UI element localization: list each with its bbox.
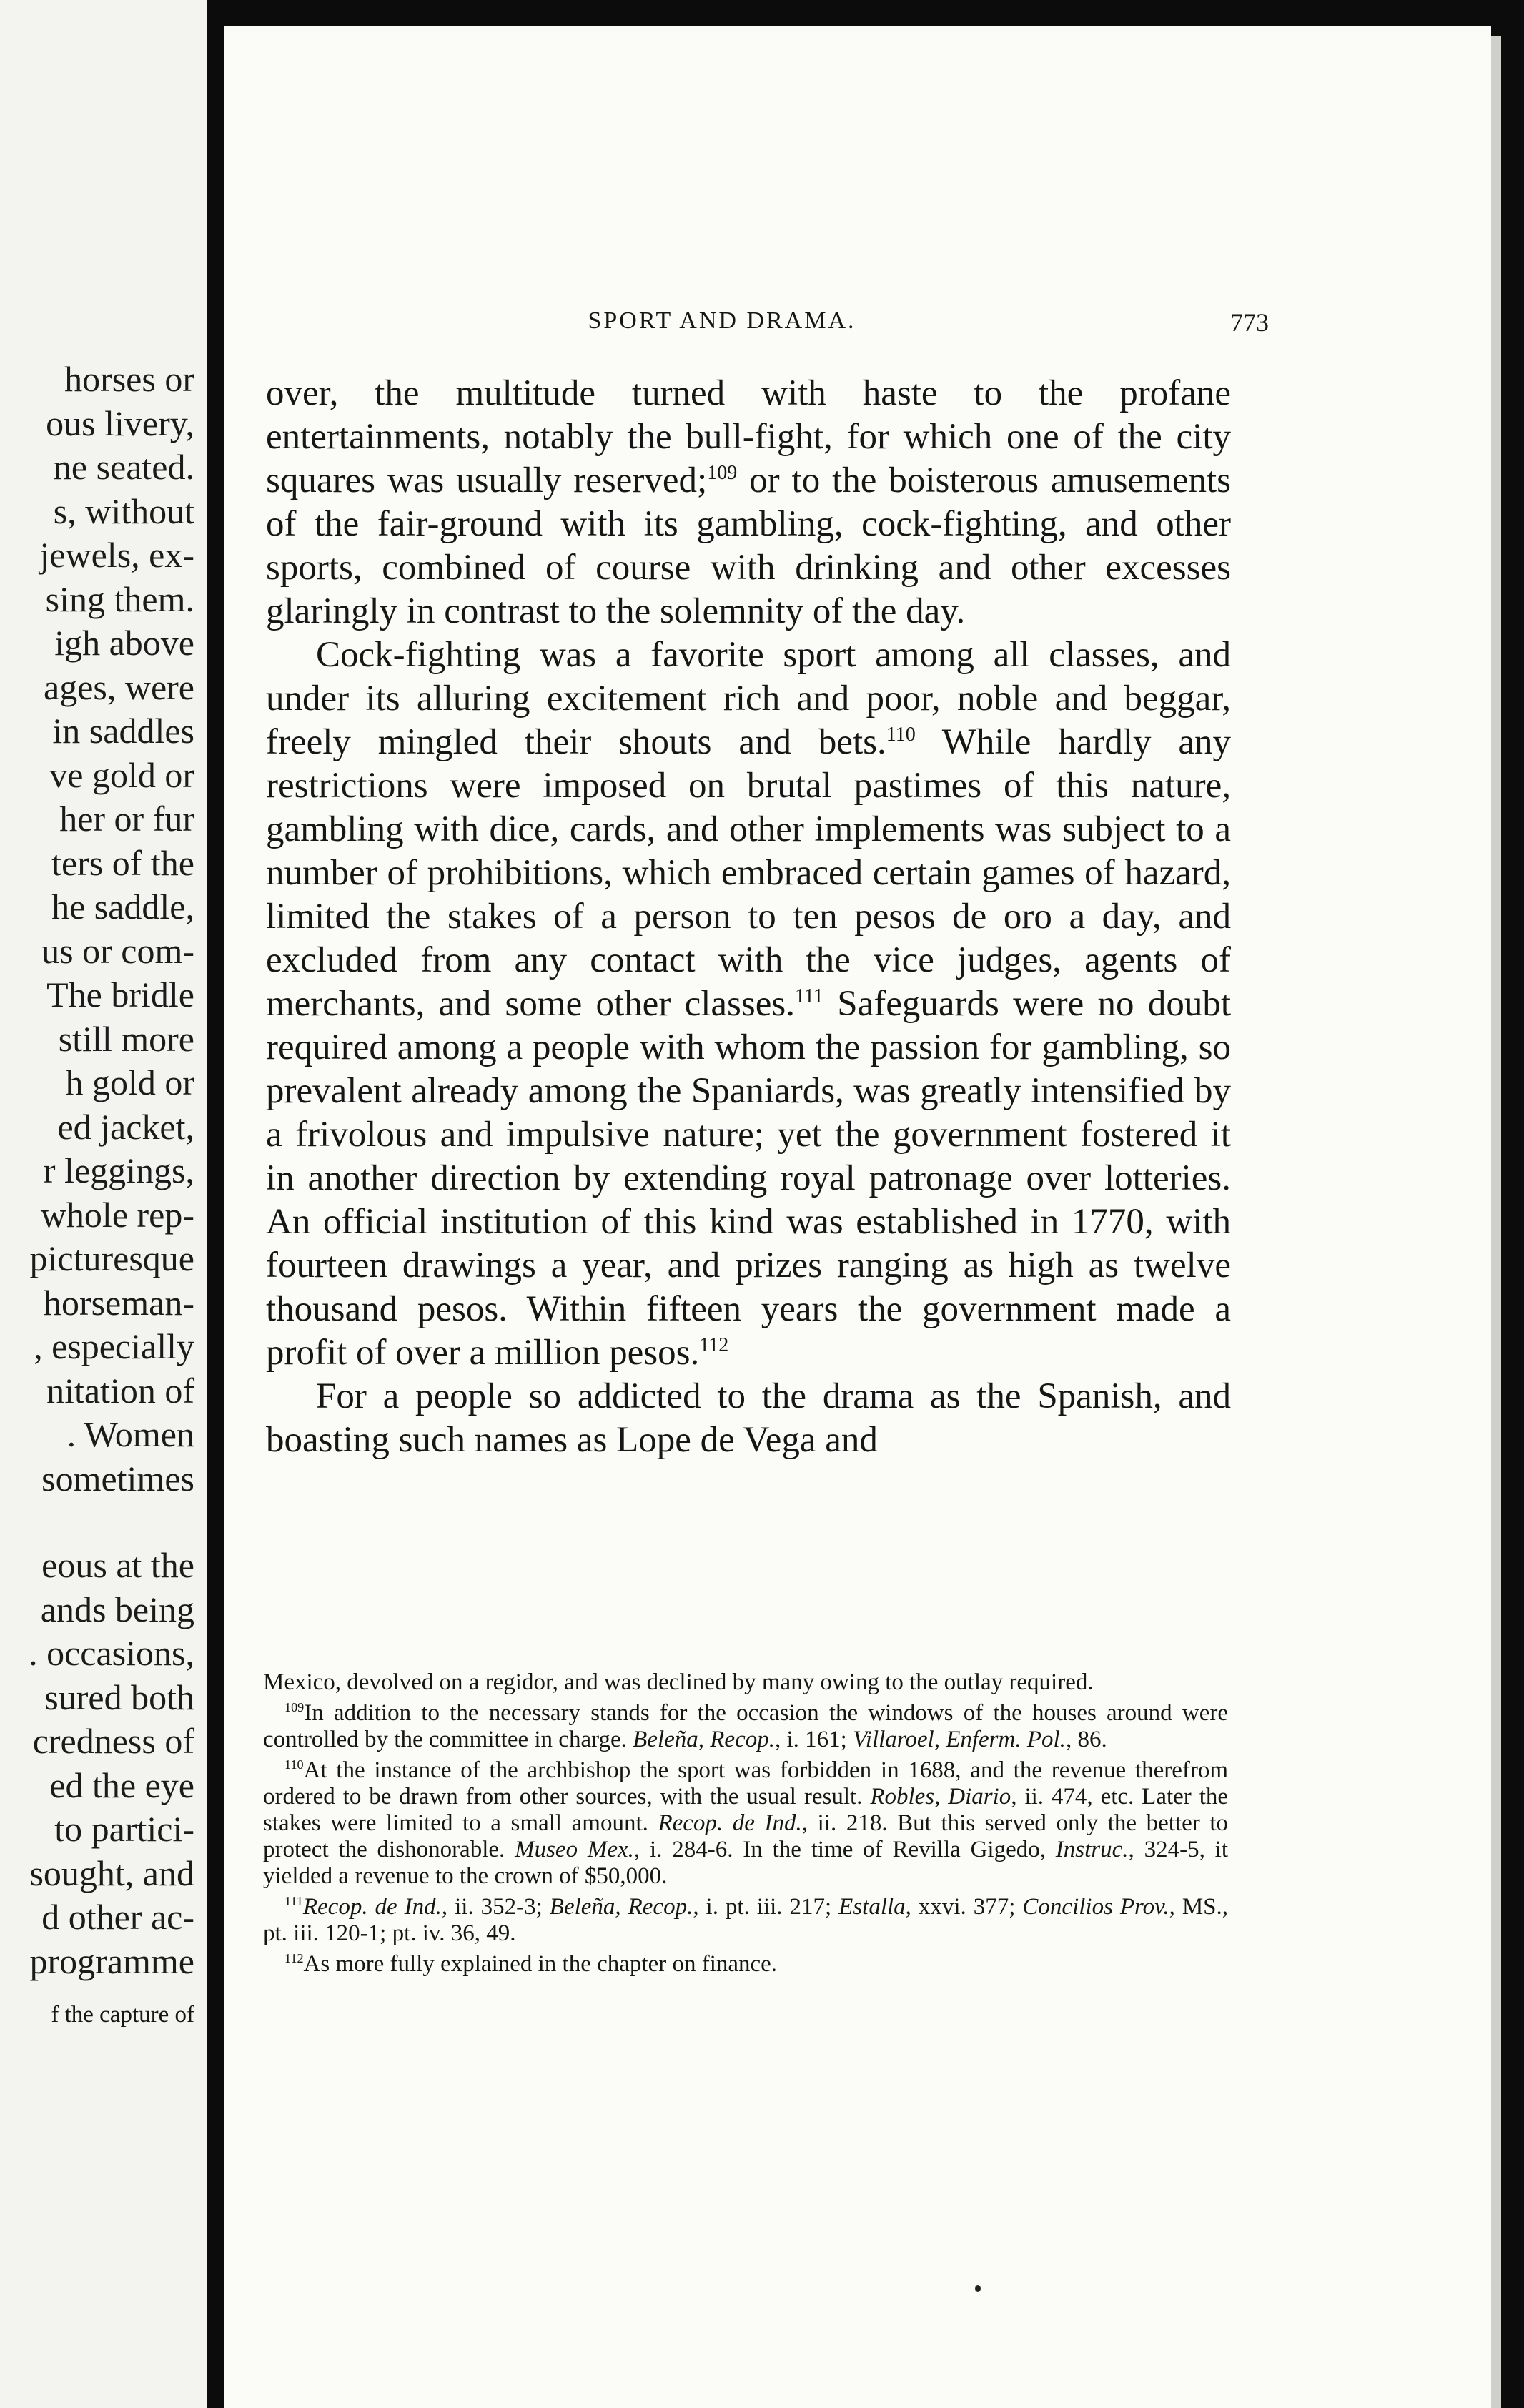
left-page-line: s, without [53, 490, 194, 531]
left-page-line: credness of [32, 1721, 194, 1761]
footnote-ref-110: 110 [886, 724, 916, 746]
left-page-line: ne seated. [53, 447, 194, 487]
paragraph-drama: For a people so addicted to the drama as the Spanish, and boasting such names as Lope de Vega and [266, 1376, 1231, 1460]
footnote-continuation: Mexico, devolved on a regidor, and was declined by many owing to the outlay required. [263, 1669, 1094, 1695]
left-page-line: . Women [66, 1414, 194, 1454]
left-page-line: to partici- [54, 1809, 194, 1849]
left-page-fragment [0, 0, 207, 2408]
left-page-text-column [0, 357, 194, 1983]
left-page-line: d other ac- [41, 1897, 194, 1937]
left-page-line: he saddle, [51, 887, 194, 927]
left-page-line: nitation of [46, 1370, 194, 1411]
left-page-line: sought, and [29, 1852, 194, 1893]
left-page-footnote-fragment: f the capture of [51, 2002, 194, 2028]
body-text [266, 372, 1231, 1462]
left-page-line: . occasions, [29, 1633, 194, 1673]
left-page-line: whole rep- [40, 1194, 194, 1235]
left-page-line: us or com- [41, 930, 194, 971]
running-header [400, 307, 1269, 343]
left-page-line: ages, were [44, 666, 194, 707]
paragraph-festivities: over, the multitude turned with haste to the profane entertainments, notably the bull-fight, for which one of the city squares was usually reserved;$^{109}$ or to the boisterous amusements of the fair-ground with its gambling, cock-fighting, and other sports, combined of course with drinking and other excesses glaringly in contrast to the solemnity of the day. [266, 373, 1231, 631]
left-page-line: ed the eye [49, 1765, 194, 1805]
left-page-line: in saddles [52, 711, 194, 751]
footnote-111: $^{111}$Recop. de Ind., ii. 352-3; Beleña, Recop., i. pt. iii. 217; Estalla, xxvi. 377; Concilios Prov., MS., pt. iii. 120-1; pt. iv. 36, 49. [263, 1894, 1229, 1946]
left-page-line: sured both [44, 1677, 194, 1717]
footnote-110: $^{110}$At the instance of the archbishop the sport was forbidden in 1688, and the revenue therefrom ordered to be drawn from other sources, with the usual result. Robles, Diario, ii. 474, etc. Later the stakes were limited to a small amount. Recop. de Ind., ii. 218. But this served only the better to protect the dishonorable. Museo Mex., i. 284-6. In the time of Revilla Gigedo, Instruc., 324-5, it yielded a revenue to the crown of $50,000. [263, 1757, 1229, 1889]
left-page-line: igh above [54, 623, 194, 663]
left-page-line: sometimes [41, 1458, 194, 1499]
left-page-line: ands being [40, 1589, 194, 1629]
left-page-line: ous livery, [46, 403, 194, 443]
left-page-line: horses or [64, 359, 194, 399]
left-page-line: horseman- [43, 1282, 194, 1323]
left-page-line: still more [58, 1018, 194, 1059]
footnote-109: $^{109}$In addition to the necessary stands for the occasion the windows of the houses around were controlled by the committee in charge. Beleña, Recop., i. 161; Villaroel, Enferm. Pol., 86. [263, 1700, 1228, 1752]
footnote-ref-109: 109 [707, 462, 738, 484]
footnote-ref-111: 111 [794, 985, 823, 1007]
left-page-line: ters of the [51, 842, 194, 883]
book-gutter [207, 0, 224, 2408]
paragraph-cock-fighting: Cock-fighting was a favorite sport among all classes, and under its alluring excitement rich and poor, noble and beggar, freely mingled their shouts and bets.$^{110}$ While hardly any restrictions were imposed on brutal pastimes of this nature, gambling with dice, cards, and other implements was subject to a number of prohibitions, which embraced certain games of hazard, limited the stakes of a person to ten pesos de oro a day, and excluded from any contact with the vice judges, agents of merchants, and some other classes.$^{111}$ Safeguards were no doubt required among a people with whom the passion for gambling, so prevalent already among the Spaniards, was greatly intensified by a frivolous and impulsive nature; yet the government fostered it in another direction by extending royal patronage over lotteries. An official institution of this kind was established in 1770, with fourteen drawings a year, and prizes ranging as high as twelve thousand pesos. Within fifteen years the government made a profit of over a million pesos.$^{112}$ [266, 635, 1231, 1373]
ink-speck [975, 2285, 981, 2292]
left-page-line: eous at the [41, 1545, 194, 1585]
footnote-112: $^{112}$As more fully explained in the chapter on finance. [284, 1951, 778, 1977]
left-page-line: jewels, ex- [39, 535, 194, 575]
left-page-line: picturesque [29, 1238, 194, 1278]
left-page-line: programme [29, 1940, 194, 1981]
left-page-line: The bridle [46, 974, 194, 1015]
left-page-line: sing them. [45, 578, 194, 619]
left-page-line: h gold or [65, 1062, 194, 1102]
left-page-line: r leggings, [43, 1150, 194, 1190]
left-page-line: , especially [34, 1326, 194, 1366]
left-page-line: ve gold or [49, 754, 194, 795]
page-number: 773 [1230, 308, 1269, 337]
footnote-ref-112: 112 [699, 1334, 729, 1356]
page-edge-shadow [1491, 36, 1501, 2408]
left-page-line: ed jacket, [57, 1106, 194, 1147]
left-page-line: her or fur [59, 799, 194, 839]
running-header-title: SPORT AND DRAMA. [588, 307, 856, 334]
footnotes [263, 1669, 1228, 1982]
